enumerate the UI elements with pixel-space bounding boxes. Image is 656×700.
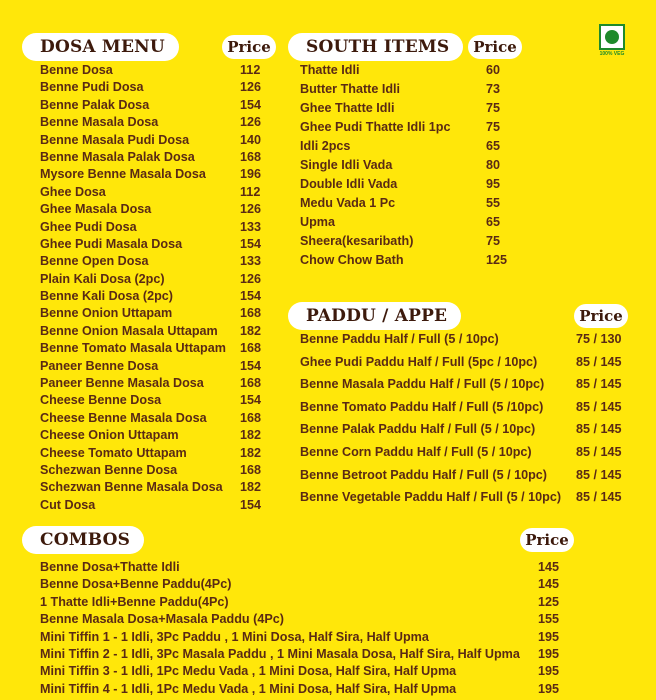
menu-item: [40, 202, 270, 219]
menu-item-price: 168: [240, 149, 262, 164]
dosa-menu-list: [40, 63, 270, 515]
menu-item-price: 154: [240, 97, 262, 112]
menu-item-name: Benne Masala Dosa: [40, 115, 159, 130]
menu-item-price: 65: [486, 215, 501, 229]
menu-item-name: Thatte Idli: [300, 63, 360, 77]
menu-item-name: Mini Tiffin 2 - 1 Idli, 3Pc Masala Paddu , 1 Mini Masala Dosa, Half Sira, Half Upma: [40, 646, 520, 661]
menu-item-name: Paneer Benne Dosa: [40, 358, 159, 373]
menu-item: [300, 445, 640, 468]
menu-item-price: 126: [240, 271, 262, 286]
menu-item: [40, 98, 270, 115]
menu-item-price: 85 / 145: [576, 399, 622, 414]
menu-item: [300, 377, 640, 400]
menu-item-price: 154: [240, 236, 262, 251]
menu-item-price: 133: [240, 254, 262, 269]
menu-item-name: Cheese Tomato Uttapam: [40, 445, 187, 460]
menu-item-price: 112: [240, 184, 261, 199]
menu-item: [40, 682, 580, 699]
dosa-menu-price-heading: Price: [222, 35, 276, 59]
menu-item-price: 195: [538, 664, 560, 679]
menu-item-price: 126: [240, 115, 262, 130]
menu-item-name: Ghee Thatte Idli: [300, 101, 395, 115]
combos-list: [40, 560, 580, 699]
dosa-menu-heading: DOSA MENU: [22, 33, 179, 61]
menu-item: [40, 220, 270, 237]
menu-item-price: 85 / 145: [576, 377, 622, 392]
menu-item: [40, 393, 270, 410]
menu-item: [40, 272, 270, 289]
menu-item-name: Benne Dosa+Benne Paddu(4Pc): [40, 577, 232, 592]
menu-item: [40, 595, 580, 612]
menu-item: [40, 185, 270, 202]
menu-item-name: Schezwan Benne Masala Dosa: [40, 480, 223, 495]
menu-item-name: Benne Masala Dosa+Masala Paddu (4Pc): [40, 612, 284, 627]
menu-item: [300, 400, 640, 423]
menu-item: [300, 422, 640, 445]
menu-item-name: Benne Open Dosa: [40, 254, 149, 269]
menu-item-price: 145: [538, 560, 560, 574]
menu-item-price: 196: [240, 167, 262, 182]
menu-item-name: Single Idli Vada: [300, 158, 393, 172]
menu-item: [300, 139, 530, 158]
menu-item: [40, 612, 580, 629]
menu-item: [40, 80, 270, 97]
menu-item-name: Benne Betroot Paddu Half / Full (5 / 10pc): [300, 467, 548, 482]
menu-item-price: 140: [240, 132, 262, 147]
menu-item: [40, 289, 270, 306]
veg-badge-label: 100% VEG: [599, 51, 625, 57]
menu-item-price: 154: [240, 358, 262, 373]
menu-item: [40, 376, 270, 393]
menu-item: [300, 490, 640, 513]
menu-item-name: Mini Tiffin 1 - 1 Idli, 3Pc Paddu , 1 Mini Dosa, Half Sira, Half Upma: [40, 629, 429, 644]
menu-item-name: Upma: [300, 215, 335, 229]
menu-item: [40, 115, 270, 132]
menu-item-name: Benne Vegetable Paddu Half / Full (5 / 10pc): [300, 490, 562, 505]
menu-item-name: Schezwan Benne Dosa: [40, 462, 178, 477]
menu-item-price: 85 / 145: [576, 354, 622, 369]
menu-item: [40, 150, 270, 167]
menu-item-price: 75: [486, 120, 501, 134]
menu-item-name: Benne Palak Paddu Half / Full (5 / 10pc): [300, 422, 536, 437]
menu-item-price: 75: [486, 234, 501, 248]
menu-item-price: 55: [486, 196, 501, 210]
menu-item-name: Benne Masala Paddu Half / Full (5 / 10pc): [300, 377, 545, 392]
menu-item: [300, 101, 530, 120]
menu-item: [40, 324, 270, 341]
menu-item-price: 125: [538, 594, 560, 609]
menu-item-price: 154: [240, 393, 262, 408]
menu-item: [40, 480, 270, 497]
menu-item-price: 154: [240, 497, 262, 512]
menu-item: [40, 341, 270, 358]
menu-item: [300, 177, 530, 196]
menu-item-name: Sheera(kesaribath): [300, 234, 414, 248]
menu-item-name: Cut Dosa: [40, 497, 96, 512]
menu-item-price: 75: [486, 101, 501, 115]
menu-item-name: Benne Dosa+Thatte Idli: [40, 560, 180, 574]
menu-item-name: Chow Chow Bath: [300, 253, 404, 267]
menu-item-price: 65: [486, 139, 501, 153]
south-items-heading: SOUTH ITEMS: [288, 33, 463, 61]
menu-item: [40, 411, 270, 428]
menu-item-name: Plain Kali Dosa (2pc): [40, 271, 165, 286]
menu-item-name: Ghee Dosa: [40, 184, 106, 199]
menu-item-price: 182: [240, 428, 262, 443]
menu-item: [40, 306, 270, 323]
menu-item-name: Mini Tiffin 3 - 1 Idli, 1Pc Medu Vada , 1 Mini Dosa, Half Sira, Half Upma: [40, 664, 457, 679]
menu-item-name: Benne Pudi Dosa: [40, 80, 144, 95]
veg-badge: [597, 24, 627, 56]
menu-item-price: 182: [240, 445, 262, 460]
menu-item-name: Medu Vada 1 Pc: [300, 196, 396, 210]
veg-symbol-icon: [599, 24, 625, 50]
menu-item-price: 125: [486, 253, 508, 267]
menu-item-name: Double Idli Vada: [300, 177, 398, 191]
menu-item: [40, 237, 270, 254]
menu-item: [300, 468, 640, 491]
menu-item-price: 133: [240, 219, 262, 234]
menu-item: [300, 234, 530, 253]
menu-item-price: 85 / 145: [576, 467, 622, 482]
menu-item-price: 182: [240, 323, 262, 338]
menu-item-name: Ghee Pudi Masala Dosa: [40, 236, 183, 251]
menu-item-price: 145: [538, 577, 560, 592]
menu-item-price: 126: [240, 80, 262, 95]
combos-heading: COMBOS: [22, 526, 144, 554]
menu-item-name: Benne Dosa: [40, 63, 113, 77]
menu-item-price: 80: [486, 158, 501, 172]
combos-price-heading: Price: [520, 528, 574, 552]
menu-item: [40, 664, 580, 681]
menu-item-price: 85 / 145: [576, 490, 622, 505]
menu-item: [300, 196, 530, 215]
menu-item-price: 182: [240, 480, 262, 495]
menu-item-name: Ghee Pudi Dosa: [40, 219, 137, 234]
menu-item-name: Benne Palak Dosa: [40, 97, 150, 112]
paddu-appe-list: [300, 332, 640, 513]
menu-item: [40, 63, 270, 80]
menu-item: [40, 428, 270, 445]
menu-item: [40, 577, 580, 594]
menu-item: [300, 215, 530, 234]
menu-item-name: Paneer Benne Masala Dosa: [40, 376, 204, 391]
menu-item-price: 168: [240, 462, 262, 477]
menu-item-price: 168: [240, 306, 262, 321]
menu-item: [40, 133, 270, 150]
menu-item: [300, 355, 640, 378]
menu-item: [40, 463, 270, 480]
menu-item-name: Benne Corn Paddu Half / Full (5 / 10pc): [300, 444, 532, 459]
menu-item-name: Benne Tomato Paddu Half / Full (5 /10pc): [300, 399, 544, 414]
menu-item-name: Benne Onion Masala Uttapam: [40, 323, 218, 338]
menu-item-name: Benne Onion Uttapam: [40, 306, 173, 321]
menu-item-price: 60: [486, 63, 501, 77]
menu-item-name: Mysore Benne Masala Dosa: [40, 167, 206, 182]
menu-item: [40, 167, 270, 184]
menu-item: [300, 332, 640, 355]
menu-item-price: 154: [240, 289, 262, 304]
menu-item-price: 168: [240, 376, 262, 391]
menu-item: [300, 82, 530, 101]
menu-item: [40, 498, 270, 515]
menu-item-price: 168: [240, 341, 262, 356]
menu-item: [40, 359, 270, 376]
menu-item-name: Cheese Onion Uttapam: [40, 428, 179, 443]
menu-item-name: Benne Kali Dosa (2pc): [40, 289, 173, 304]
south-items-price-heading: Price: [468, 35, 522, 59]
menu-item-name: Cheese Benne Masala Dosa: [40, 410, 207, 425]
menu-item-name: Mini Tiffin 4 - 1 Idli, 1Pc Medu Vada , 1 Mini Dosa, Half Sira, Half Upma: [40, 681, 457, 696]
menu-item-name: Benne Masala Pudi Dosa: [40, 132, 190, 147]
menu-item: [40, 446, 270, 463]
menu-item: [40, 254, 270, 271]
menu-item-name: Benne Masala Palak Dosa: [40, 149, 195, 164]
menu-item: [300, 63, 530, 82]
menu-item-price: 95: [486, 177, 501, 191]
menu-item-name: Cheese Benne Dosa: [40, 393, 162, 408]
menu-item-name: Idli 2pcs: [300, 139, 351, 153]
menu-item-price: 168: [240, 410, 262, 425]
menu-item-name: Butter Thatte Idli: [300, 82, 401, 96]
menu-item-name: 1 Thatte Idli+Benne Paddu(4Pc): [40, 594, 229, 609]
paddu-appe-heading: PADDU / APPE: [288, 302, 461, 330]
menu-item-name: Ghee Pudi Paddu Half / Full (5pc / 10pc): [300, 354, 538, 369]
menu-item-price: 85 / 145: [576, 444, 622, 459]
menu-item-price: 195: [538, 646, 560, 661]
menu-item-price: 112: [240, 63, 261, 77]
menu-item-price: 195: [538, 629, 560, 644]
menu-item-name: Ghee Pudi Thatte Idli 1pc: [300, 120, 451, 134]
menu-item: [300, 253, 530, 272]
menu-item-price: 75 / 130: [576, 332, 622, 346]
menu-item: [40, 560, 580, 577]
menu-item-price: 155: [538, 612, 560, 627]
menu-item-price: 73: [486, 82, 501, 96]
menu-item: [300, 158, 530, 177]
menu-item-name: Benne Tomato Masala Uttapam: [40, 341, 226, 356]
menu-item-price: 195: [538, 681, 560, 696]
menu-item-price: 126: [240, 202, 262, 217]
menu-item-name: Benne Paddu Half / Full (5 / 10pc): [300, 332, 499, 346]
south-items-list: [300, 63, 530, 272]
menu-item: [40, 630, 580, 647]
menu-item-price: 85 / 145: [576, 422, 622, 437]
paddu-appe-price-heading: Price: [574, 304, 628, 328]
menu-item: [40, 647, 580, 664]
menu-item: [300, 120, 530, 139]
menu-item-name: Ghee Masala Dosa: [40, 202, 152, 217]
